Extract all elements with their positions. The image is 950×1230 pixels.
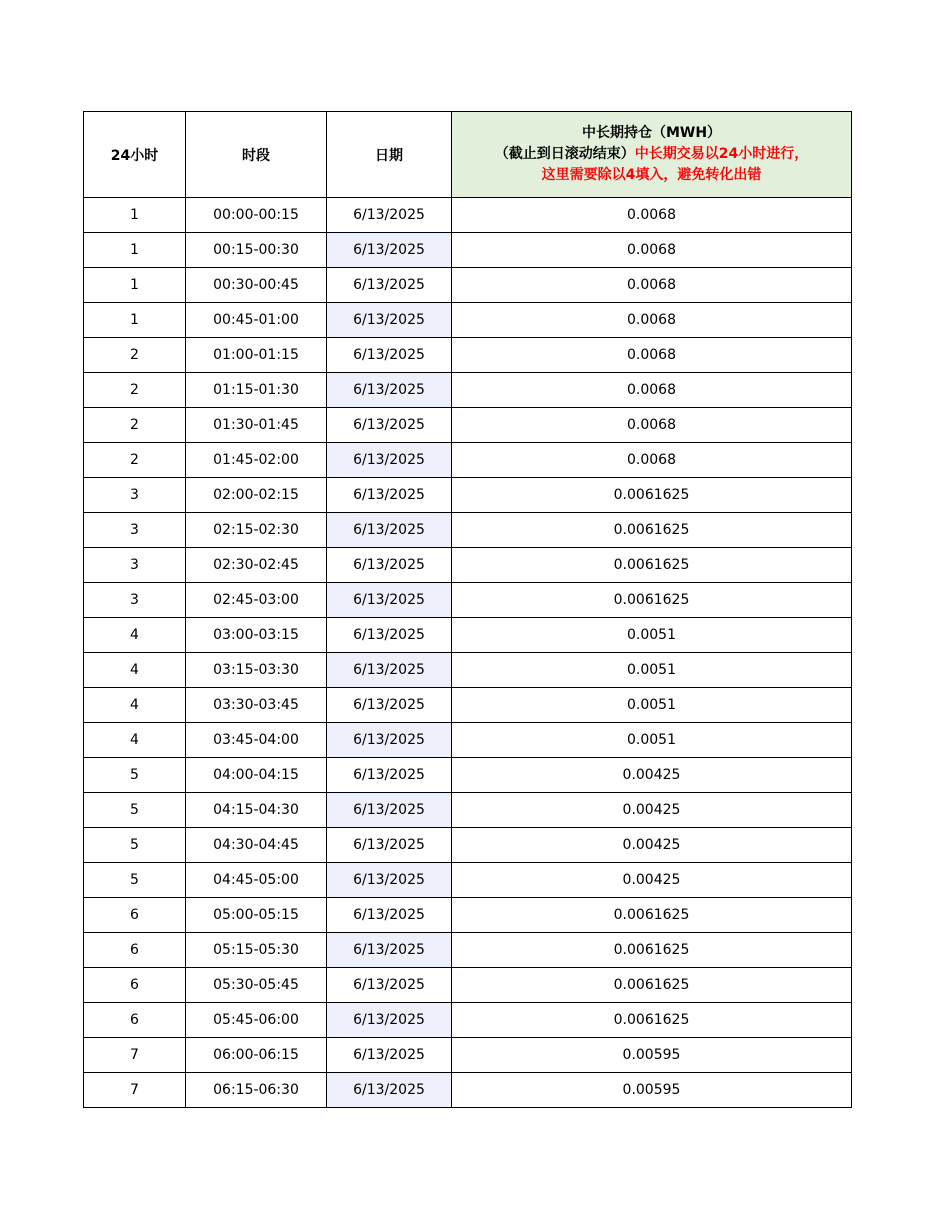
cell-hour[interactable]: 3 <box>84 583 186 618</box>
table-row <box>84 758 852 793</box>
cell-position-value[interactable]: 0.0051 <box>452 618 852 653</box>
cell-position-value[interactable]: 0.0068 <box>452 408 852 443</box>
cell-period[interactable]: 05:00-05:15 <box>186 898 327 933</box>
table-row <box>84 863 852 898</box>
table-row <box>84 688 852 723</box>
cell-hour[interactable]: 4 <box>84 653 186 688</box>
table-row <box>84 198 852 233</box>
cell-position-value[interactable]: 0.0051 <box>452 688 852 723</box>
cell-date[interactable]: 6/13/2025 <box>327 373 452 408</box>
cell-date[interactable]: 6/13/2025 <box>327 1038 452 1073</box>
table-row <box>84 793 852 828</box>
cell-position-value[interactable]: 0.0061625 <box>452 933 852 968</box>
cell-date[interactable]: 6/13/2025 <box>327 233 452 268</box>
position-table <box>83 111 852 1108</box>
cell-date[interactable]: 6/13/2025 <box>327 268 452 303</box>
header-position-note-line1 <box>452 144 851 165</box>
cell-period[interactable]: 03:00-03:15 <box>186 618 327 653</box>
cell-position-value[interactable]: 0.0068 <box>452 233 852 268</box>
cell-hour[interactable]: 1 <box>84 198 186 233</box>
cell-position-value[interactable]: 0.0061625 <box>452 548 852 583</box>
cell-period[interactable]: 02:00-02:15 <box>186 478 327 513</box>
cell-date[interactable]: 6/13/2025 <box>327 968 452 1003</box>
cell-period[interactable]: 06:15-06:30 <box>186 1073 327 1108</box>
cell-position-value[interactable]: 0.0068 <box>452 373 852 408</box>
header-position-warning-b: 这里需要除以4填入，避免转化出错 <box>541 167 762 183</box>
header-position-cutoff: （截止到日滚动结束） <box>494 146 635 162</box>
cell-date[interactable]: 6/13/2025 <box>327 513 452 548</box>
cell-date[interactable]: 6/13/2025 <box>327 198 452 233</box>
table-row <box>84 1003 852 1038</box>
header-hour[interactable]: 24小时 <box>84 112 186 198</box>
cell-date[interactable]: 6/13/2025 <box>327 863 452 898</box>
cell-date[interactable]: 6/13/2025 <box>327 1003 452 1038</box>
cell-hour[interactable]: 5 <box>84 758 186 793</box>
cell-date[interactable]: 6/13/2025 <box>327 1073 452 1108</box>
cell-period[interactable]: 05:15-05:30 <box>186 933 327 968</box>
cell-position-value[interactable]: 0.0068 <box>452 338 852 373</box>
cell-date[interactable]: 6/13/2025 <box>327 898 452 933</box>
cell-hour[interactable]: 3 <box>84 548 186 583</box>
cell-hour[interactable]: 5 <box>84 828 186 863</box>
header-position[interactable] <box>452 112 852 198</box>
cell-position-value[interactable]: 0.00595 <box>452 1073 852 1108</box>
cell-hour[interactable]: 2 <box>84 373 186 408</box>
table-row <box>84 723 852 758</box>
cell-date[interactable]: 6/13/2025 <box>327 618 452 653</box>
cell-position-value[interactable]: 0.0051 <box>452 723 852 758</box>
cell-hour[interactable]: 6 <box>84 1003 186 1038</box>
cell-hour[interactable]: 4 <box>84 688 186 723</box>
header-period[interactable]: 时段 <box>186 112 327 198</box>
cell-hour[interactable]: 3 <box>84 478 186 513</box>
cell-date[interactable]: 6/13/2025 <box>327 443 452 478</box>
cell-date[interactable]: 6/13/2025 <box>327 583 452 618</box>
cell-position-value[interactable]: 0.00595 <box>452 1038 852 1073</box>
cell-period[interactable]: 02:30-02:45 <box>186 548 327 583</box>
cell-period[interactable]: 05:45-06:00 <box>186 1003 327 1038</box>
table-row <box>84 968 852 1003</box>
table-row <box>84 618 852 653</box>
cell-date[interactable]: 6/13/2025 <box>327 303 452 338</box>
cell-period[interactable]: 05:30-05:45 <box>186 968 327 1003</box>
table-row <box>84 583 852 618</box>
cell-period[interactable]: 04:45-05:00 <box>186 863 327 898</box>
cell-hour[interactable]: 1 <box>84 233 186 268</box>
cell-period[interactable]: 02:45-03:00 <box>186 583 327 618</box>
cell-period[interactable]: 01:45-02:00 <box>186 443 327 478</box>
cell-hour[interactable]: 2 <box>84 443 186 478</box>
cell-date[interactable]: 6/13/2025 <box>327 653 452 688</box>
cell-date[interactable]: 6/13/2025 <box>327 478 452 513</box>
header-date[interactable]: 日期 <box>327 112 452 198</box>
cell-period[interactable]: 03:45-04:00 <box>186 723 327 758</box>
table-row <box>84 653 852 688</box>
cell-position-value[interactable]: 0.0061625 <box>452 513 852 548</box>
table-row <box>84 233 852 268</box>
cell-period[interactable]: 02:15-02:30 <box>186 513 327 548</box>
cell-position-value[interactable]: 0.0061625 <box>452 1003 852 1038</box>
header-position-warning-a: 中长期交易以24小时进行， <box>634 146 809 162</box>
table-row <box>84 443 852 478</box>
cell-position-value[interactable]: 0.0068 <box>452 198 852 233</box>
cell-date[interactable]: 6/13/2025 <box>327 828 452 863</box>
cell-hour[interactable]: 1 <box>84 268 186 303</box>
table-row <box>84 548 852 583</box>
table-row <box>84 408 852 443</box>
cell-date[interactable]: 6/13/2025 <box>327 723 452 758</box>
cell-hour[interactable]: 7 <box>84 1038 186 1073</box>
cell-period[interactable]: 06:00-06:15 <box>186 1038 327 1073</box>
cell-hour[interactable]: 3 <box>84 513 186 548</box>
cell-hour[interactable]: 6 <box>84 968 186 1003</box>
cell-period[interactable]: 04:30-04:45 <box>186 828 327 863</box>
cell-period[interactable]: 01:00-01:15 <box>186 338 327 373</box>
cell-date[interactable]: 6/13/2025 <box>327 758 452 793</box>
cell-position-value[interactable]: 0.0068 <box>452 268 852 303</box>
cell-hour[interactable]: 4 <box>84 723 186 758</box>
cell-hour[interactable]: 5 <box>84 793 186 828</box>
table-row <box>84 303 852 338</box>
cell-position-value[interactable]: 0.0051 <box>452 653 852 688</box>
cell-period[interactable]: 00:45-01:00 <box>186 303 327 338</box>
table-row <box>84 373 852 408</box>
cell-position-value[interactable]: 0.00425 <box>452 793 852 828</box>
header-position-title: 中长期持仓（MWH） <box>581 125 722 141</box>
cell-date[interactable]: 6/13/2025 <box>327 933 452 968</box>
cell-position-value[interactable]: 0.0061625 <box>452 968 852 1003</box>
cell-position-value[interactable]: 0.00425 <box>452 863 852 898</box>
cell-hour[interactable]: 4 <box>84 618 186 653</box>
cell-period[interactable]: 00:00-00:15 <box>186 198 327 233</box>
cell-hour[interactable]: 7 <box>84 1073 186 1108</box>
cell-hour[interactable]: 2 <box>84 338 186 373</box>
table-row <box>84 1038 852 1073</box>
cell-period[interactable]: 03:30-03:45 <box>186 688 327 723</box>
cell-period[interactable]: 04:15-04:30 <box>186 793 327 828</box>
table-row <box>84 898 852 933</box>
cell-position-value[interactable]: 0.0068 <box>452 303 852 338</box>
table-row <box>84 268 852 303</box>
cell-date[interactable]: 6/13/2025 <box>327 408 452 443</box>
table-row <box>84 933 852 968</box>
cell-period[interactable]: 00:15-00:30 <box>186 233 327 268</box>
cell-date[interactable]: 6/13/2025 <box>327 338 452 373</box>
cell-period[interactable]: 00:30-00:45 <box>186 268 327 303</box>
cell-position-value[interactable]: 0.00425 <box>452 828 852 863</box>
cell-position-value[interactable]: 0.00425 <box>452 758 852 793</box>
cell-hour[interactable]: 2 <box>84 408 186 443</box>
cell-period[interactable]: 01:15-01:30 <box>186 373 327 408</box>
cell-hour[interactable]: 1 <box>84 303 186 338</box>
cell-position-value[interactable]: 0.0061625 <box>452 478 852 513</box>
table-row <box>84 828 852 863</box>
table-row <box>84 1073 852 1108</box>
cell-position-value[interactable]: 0.0061625 <box>452 898 852 933</box>
header-row <box>84 112 852 198</box>
cell-hour[interactable]: 6 <box>84 898 186 933</box>
cell-date[interactable]: 6/13/2025 <box>327 793 452 828</box>
cell-hour[interactable]: 5 <box>84 863 186 898</box>
table-row <box>84 478 852 513</box>
cell-position-value[interactable]: 0.0068 <box>452 443 852 478</box>
cell-period[interactable]: 04:00-04:15 <box>186 758 327 793</box>
cell-hour[interactable]: 6 <box>84 933 186 968</box>
cell-period[interactable]: 01:30-01:45 <box>186 408 327 443</box>
table-row <box>84 513 852 548</box>
table-body <box>84 198 852 1108</box>
cell-position-value[interactable]: 0.0061625 <box>452 583 852 618</box>
cell-date[interactable]: 6/13/2025 <box>327 548 452 583</box>
cell-date[interactable]: 6/13/2025 <box>327 688 452 723</box>
cell-period[interactable]: 03:15-03:30 <box>186 653 327 688</box>
table-row <box>84 338 852 373</box>
